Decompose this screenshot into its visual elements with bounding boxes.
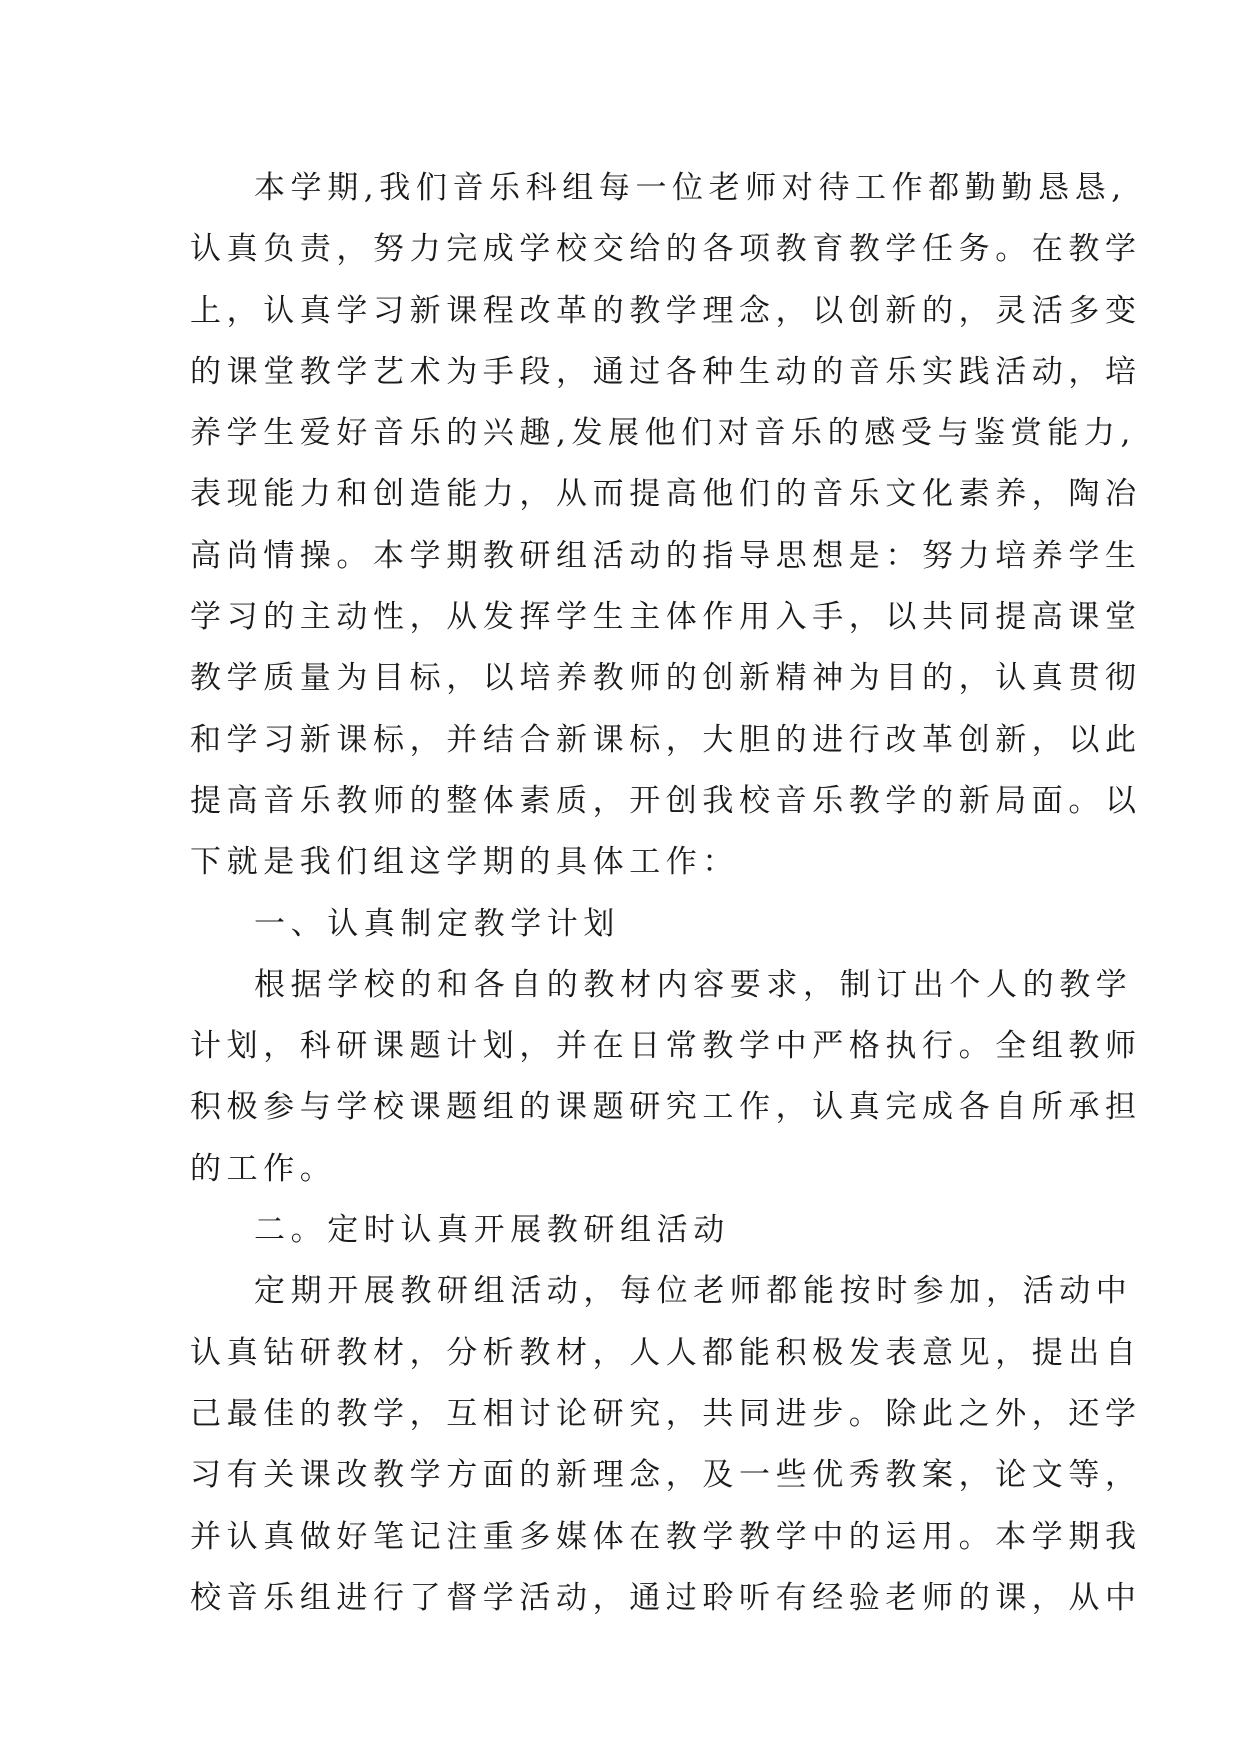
paragraph-line: 学习的主动性，从发挥学生主体作用入手，以共同提高课堂 <box>190 599 1142 636</box>
paragraph-line: 养学生爱好音乐的兴趣,发展他们对音乐的感受与鉴赏能力, <box>190 415 1136 452</box>
paragraph-line: 本学期,我们音乐科组每一位老师对待工作都勤勤恳恳, <box>254 170 1127 206</box>
paragraph-line: 下就是我们组这学期的具体工作： <box>190 844 739 881</box>
paragraph-line: 和学习新课标，并结合新课标，大胆的进行改革创新，以此 <box>190 721 1142 758</box>
document-body <box>190 158 1142 1629</box>
paragraph-line: 的课堂教学艺术为手段，通过各种生动的音乐实践活动，培 <box>190 353 1142 390</box>
paragraph-line: 己最佳的教学，互相讨论研究，共同进步。除此之外，还学 <box>190 1395 1142 1432</box>
paragraph-line: 并认真做好笔记注重多媒体在教学教学中的运用。本学期我 <box>190 1518 1142 1555</box>
paragraph-line: 定期开展教研组活动，每位老师都能按时参加，活动中 <box>254 1273 1133 1310</box>
section-heading: 二。定时认真开展教研组活动 <box>254 1212 730 1249</box>
paragraph-line: 提高音乐教师的整体素质，开创我校音乐教学的新局面。以 <box>190 782 1142 819</box>
paragraph-line: 根据学校的和各自的教材内容要求，制订出个人的教学 <box>254 966 1133 1003</box>
paragraph-line: 校音乐组进行了督学活动，通过聆听有经验老师的课，从中 <box>190 1579 1142 1616</box>
paragraph-line: 认真钻研教材，分析教材，人人都能积极发表意见，提出自 <box>190 1334 1142 1371</box>
paragraph-line: 积极参与学校课题组的课题研究工作，认真完成各自所承担 <box>190 1089 1142 1126</box>
paragraph-line: 习有关课改教学方面的新理念，及一些优秀教案，论文等， <box>190 1457 1142 1494</box>
section-heading: 一、认真制定教学计划 <box>254 905 620 942</box>
paragraph-line: 表现能力和创造能力，从而提高他们的音乐文化素养，陶冶 <box>190 476 1142 513</box>
paragraph-line: 认真负责，努力完成学校交给的各项教育教学任务。在教学 <box>190 231 1142 268</box>
paragraph-line: 上，认真学习新课程改革的教学理念，以创新的，灵活多变 <box>190 292 1142 329</box>
paragraph-line: 教学质量为目标，以培养教师的创新精神为目的，认真贯彻 <box>190 660 1142 697</box>
paragraph-line: 的工作。 <box>190 1150 337 1187</box>
paragraph-line: 高尚情操。本学期教研组活动的指导思想是：努力培养学生 <box>190 537 1142 574</box>
paragraph-line: 计划，科研课题计划，并在日常教学中严格执行。全组教师 <box>190 1028 1142 1065</box>
